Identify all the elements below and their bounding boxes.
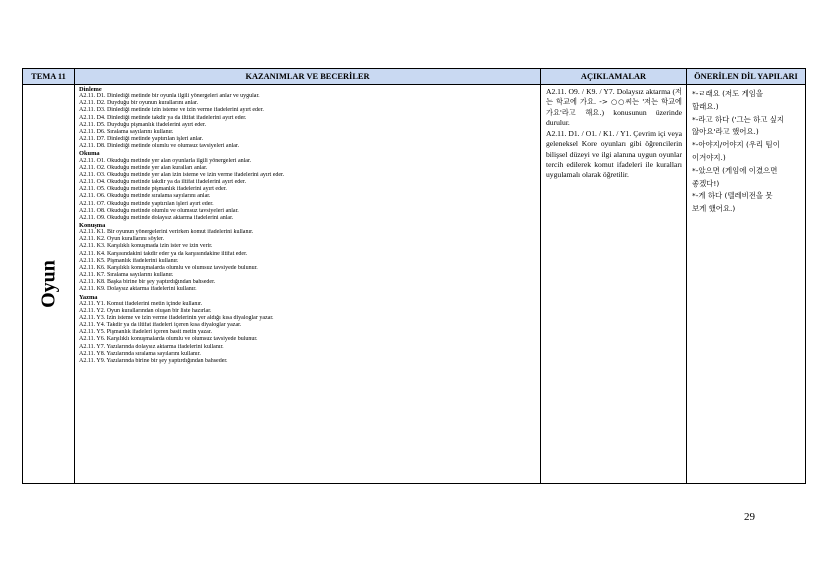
outcome-item: A2.11. K7. Sıralama sayılarını kullanır.: [79, 272, 174, 279]
outcome-item: A2.11. K8. Başka birine bir şey yaptırdığından bahseder.: [79, 279, 216, 286]
outcome-item: A2.11. D4. Dinlediği metinde takdir ya da iltifat ifadelerini ayırt eder.: [79, 114, 247, 121]
outcome-item: A2.11. Y6. Karşılıklı konuşmalarda olumlu ve olumsuz tavsiyede bulunur.: [79, 336, 258, 343]
explanation-paragraph: A2.11. D1. / O1. / K1. / Y1. Çevrim içi veya geleneksel Kore oyunları gibi öğrencilerin bilişsel düzeyi ve ilgi alanına uygun oyunlar tercih edilerek komut ifadeleri ile kuralları uygulamalı olarak öğretilir.: [546, 129, 682, 180]
suggested-structure-line: 보게 했어요.): [692, 204, 736, 214]
section-title: Dinleme: [79, 86, 102, 93]
explanation-code: A2.11. O9. / K9. / Y7.: [546, 87, 615, 96]
outcome-item: A2.11. Y5. Pişmanlık ifadeleri içeren basit metin yazar.: [79, 329, 213, 336]
theme-name: Oyun: [37, 260, 59, 308]
outcome-item: A2.11. O2. Okuduğu metinde yer alan kuralları anlar.: [79, 164, 208, 171]
outcome-item: A2.11. O5. Okuduğu metinde pişmanlık ifadelerini ayırt eder.: [79, 186, 227, 193]
outcome-item: A2.11. K6. Karşılıklı konuşmalarda olumlu ve olumsuz tavsiyede bulunur.: [79, 264, 258, 271]
suggested-structure-line: *-게 하다 (텔레비전을 못: [692, 191, 773, 201]
suggested-structure-line: *-아야지/어야지 (우리 팀이: [692, 140, 780, 150]
theme-cell: [23, 85, 75, 484]
suggested-structure-line: 좋겠다!): [692, 178, 720, 188]
explanation-text: Dolaysız aktarma (: [616, 87, 676, 96]
outcome-item: A2.11. K1. Bir oyunun yönergelerini verirken komut ifadelerini kullanır.: [79, 229, 254, 236]
outcome-item: A2.11. D5. Duyduğu pişmanlık ifadelerini ayırt eder.: [79, 121, 207, 128]
explanation-paragraph: [546, 87, 682, 128]
suggested-structure-line: *-았으면 (게임에 이겼으면: [692, 165, 778, 175]
section-title: Yazma: [79, 293, 98, 301]
explanations-cell: [541, 85, 687, 484]
explanation-text: ) konusunun üzerinde durulur.: [546, 107, 682, 127]
outcome-item: A2.11. Y7. Yazılarında dolaysız aktarma ifadelerini kullanır.: [79, 343, 224, 350]
outcome-item: A2.11. D3. Dinlediği metinde izin isteme ve izin verme ifadelerini ayırt eder.: [79, 107, 264, 114]
outcome-item: A2.11. D6. Sıralama sayılarını kullanır.: [79, 128, 174, 135]
outcome-item: A2.11. K2. Oyun kurallarını söyler.: [79, 236, 165, 243]
outcome-item: A2.11. O6. Okuduğu metinde sıralama sayılarını anlar.: [79, 193, 211, 200]
outcome-item: A2.11. Y8. Yazılarında sıralama sayılarını kullanır.: [79, 350, 201, 357]
suggested-structure-line: 이겨야지.): [692, 152, 726, 162]
suggested-structures-cell: [687, 85, 806, 484]
outcome-item: A2.11. Y3. İzin isteme ve izin verme ifadelerinin yer aldığı kısa diyaloglar yazar.: [79, 315, 274, 321]
outcome-item: A2.11. Y9. Yazılarında birine bir şey yaptırdığından bahseder.: [79, 357, 228, 364]
section-title: Konuşma: [79, 221, 106, 229]
outcome-item: A2.11. O4. Okuduğu metinde takdir ya da iltifat ifadelerini ayırt eder.: [79, 179, 247, 186]
outcome-item: A2.11. K4. Karşısındakini takdir eder ya da karşısındakine iltifat eder.: [79, 250, 248, 257]
outcome-item: A2.11. O9. Okuduğu metinde dolaysız aktarma ifadelerini anlar.: [79, 214, 234, 221]
outcome-item: A2.11. Y4. Takdir ya da iltifat ifadeleri içeren kısa diyaloglar yazar.: [79, 322, 242, 329]
suggested-structure-line: 않아요'라고 했어요.): [692, 127, 759, 137]
suggested-structure-line: *-ㄹ래요 (저도 게임을: [692, 89, 764, 98]
curriculum-table: [22, 68, 806, 484]
suggested-structure-line: 할래요.): [692, 101, 719, 111]
outcome-item: A2.11. O7. Okuduğu metinde yaptırılan işleri ayırt eder.: [79, 200, 214, 207]
outcome-item: A2.11. D8. Dinlediği metinde olumlu ve olumsuz tavsiyeleri anlar.: [79, 143, 240, 150]
section-title: Okuma: [79, 150, 100, 158]
header-outcomes: KAZANIMLAR VE BECERİLER: [75, 69, 541, 85]
table-row: [23, 85, 806, 484]
outcome-item: A2.11. Y1. Komut ifadelerini metin içinde kullanır.: [79, 300, 203, 307]
header-theme: TEMA 11: [23, 69, 75, 85]
header-suggested: ÖNERİLEN DİL YAPILARI: [687, 69, 806, 85]
page-number: 29: [744, 511, 755, 523]
outcome-item: A2.11. D1. Dinlediği metinde bir oyunla ilgili yönergeleri anlar ve uygular.: [79, 93, 260, 100]
outcome-item: A2.11. Y2. Oyun kurallarından oluşan bir liste hazırlar.: [79, 307, 212, 314]
outcome-item: A2.11. O3. Okuduğu metinde yer alan izin isteme ve izin verme ifadelerini ayırt eder.: [79, 171, 285, 178]
outcome-item: A2.11. D2. Duyduğu bir oyunun kurallarını anlar.: [79, 100, 199, 107]
table-header-row: [23, 69, 806, 85]
outcome-item: A2.11. K9. Dolaysız aktarma ifadelerini kullanır.: [79, 286, 197, 293]
outcomes-cell: [75, 85, 541, 484]
outcome-item: A2.11. O8. Okuduğu metinde olumlu ve olumsuz tavsiyeleri anlar.: [79, 207, 239, 214]
header-explanations: AÇIKLAMALAR: [541, 69, 687, 85]
korean-example: 저는 학교에 가요. -> ○○씨는 '저는 학교에 가요'라고 해요.: [546, 87, 682, 117]
outcome-item: A2.11. K3. Karşılıklı konuşmada izin ister ve izin verir.: [79, 243, 213, 250]
outcome-item: A2.11. O1. Okuduğu metinde yer alan oyunlarla ilgili yönergeleri anlar.: [79, 157, 252, 164]
outcome-item: A2.11. D7. Dinlediği metinde yaptırılan işleri anlar.: [79, 136, 204, 143]
outcome-item: A2.11. K5. Pişmanlık ifadelerini kullanır.: [79, 257, 179, 264]
suggested-structure-line: *-라고 하다 ('그는 하고 싶지: [692, 114, 785, 124]
